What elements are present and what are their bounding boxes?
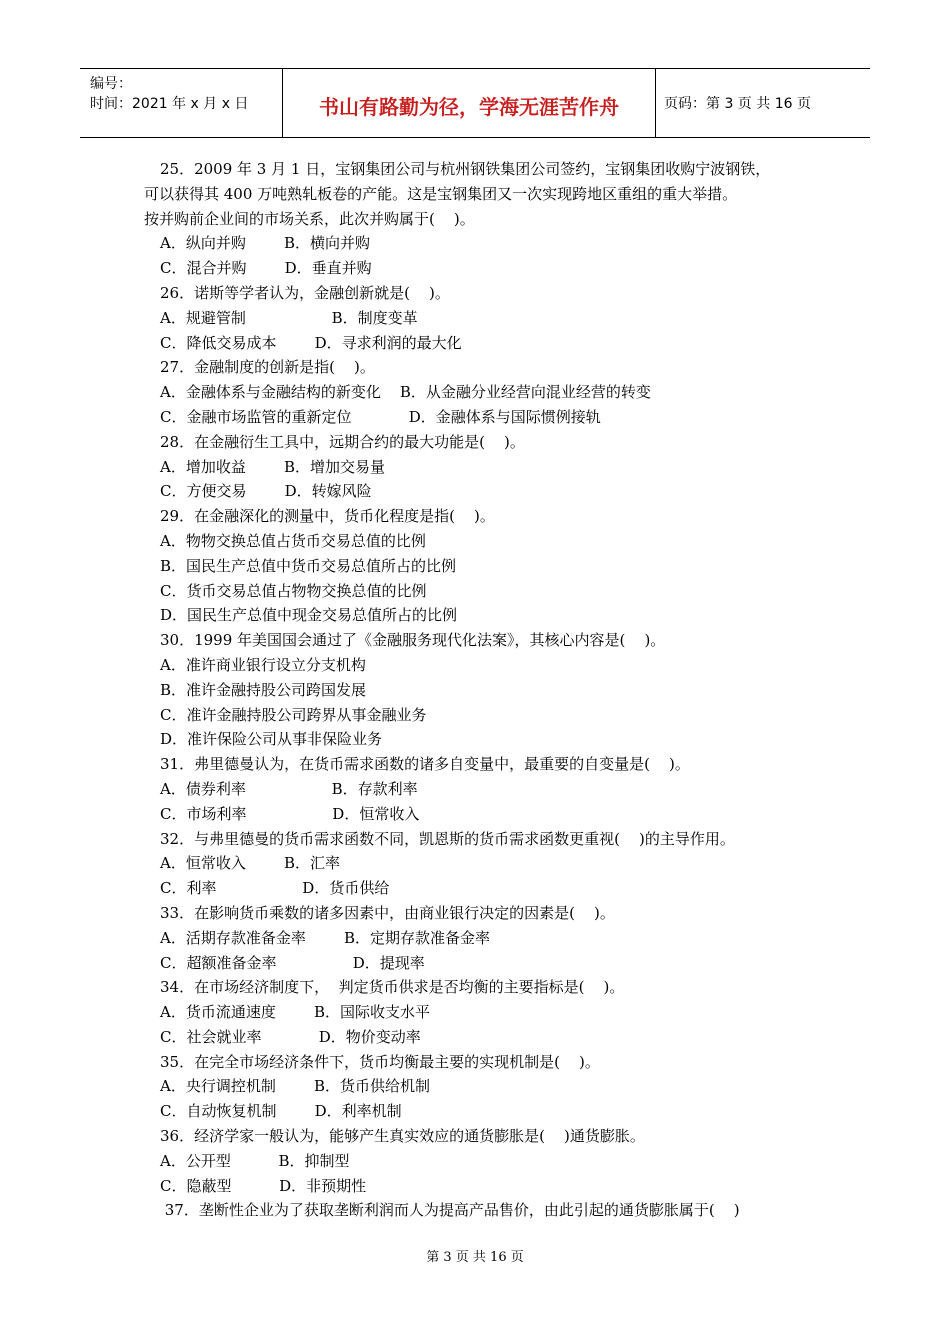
text-line: 28．在金融衍生工具中，远期合约的最大功能是( )。: [160, 432, 525, 451]
text-line: C．货币交易总值占物物交换总值的比例: [160, 581, 427, 600]
text-line: 25．2009 年 3 月 1 日，宝钢集团公司与杭州钢铁集团公司签约，宝钢集团收购宁波钢铁，: [160, 160, 771, 178]
header-left-cell: [80, 69, 282, 137]
page-info: 页码：第 3 页 共 16 页: [664, 96, 811, 112]
text-line: D．国民生产总值中现金交易总值所占的比例: [160, 606, 458, 625]
text-line: C．混合并购 D．垂直并购: [160, 259, 372, 278]
text-line: C．市场利率 D．恒常收入: [160, 804, 420, 823]
text-line: 29．在金融深化的测量中，货币化程度是指( )。: [160, 507, 495, 526]
number-label: 编号：: [90, 76, 132, 92]
header-motto-cell: [282, 69, 656, 137]
text-line: B．准许金融持股公司跨国发展: [160, 680, 367, 699]
text-line: C．社会就业率 D．物价变动率: [160, 1027, 421, 1046]
text-line: A．规避管制 B．制度变革: [160, 308, 418, 327]
motto-text: 书山有路勤为径，学海无涯苦作舟: [319, 95, 619, 119]
text-line: 可以获得其 400 万吨熟轧板卷的产能。这是宝钢集团又一次实现跨地区重组的重大举措。: [144, 184, 738, 203]
text-line: A．活期存款准备金率 B．定期存款准备金率: [160, 928, 491, 947]
document-body: [144, 157, 834, 1223]
text-line: 35．在完全市场经济条件下，货币均衡最主要的实现机制是( )。: [160, 1052, 600, 1071]
time-label: 时间：2021 年 x 月 x 日: [90, 96, 249, 112]
text-line: D．准许保险公司从事非保险业务: [160, 730, 383, 749]
text-line: A．金融体系与金融结构的新变化 B．从金融分业经营向混业经营的转变: [160, 383, 651, 402]
text-line: 按并购前企业间的市场关系，此次并购属于( )。: [144, 209, 475, 228]
text-line: 37．垄断性企业为了获取垄断利润而人为提高产品售价，由此引起的通货膨胀属于( ): [160, 1201, 740, 1220]
text-line: A．公开型 B．抑制型: [160, 1151, 350, 1170]
text-line: C．自动恢复机制 D．利率机制: [160, 1102, 402, 1121]
text-line: 34．在市场经济制度下， 判定货币供求是否均衡的主要指标是( )。: [160, 978, 625, 997]
text-line: B．国民生产总值中货币交易总值所占的比例: [160, 556, 457, 575]
text-line: A．央行调控机制 B．货币供给机制: [160, 1077, 431, 1096]
text-line: 26．诺斯等学者认为，金融创新就是( )。: [160, 283, 450, 302]
text-line: 32．与弗里德曼的货币需求函数不同，凯恩斯的货币需求函数更重视( )的主导作用。: [160, 829, 735, 848]
text-line: C．超额准备金率 D．提现率: [160, 953, 425, 972]
page-header: [80, 68, 870, 138]
text-line: 27．金融制度的创新是指( )。: [160, 358, 375, 377]
text-line: 33．在影响货币乘数的诸多因素中，由商业银行决定的因素是( )。: [160, 903, 615, 922]
text-line: 36．经济学家一般认为，能够产生真实效应的通货膨胀是( )通货膨胀。: [160, 1127, 645, 1146]
text-line: A．恒常收入 B．汇率: [160, 854, 341, 873]
text-line: C．准许金融持股公司跨界从事金融业务: [160, 705, 427, 724]
text-line: A．增加收益 B．增加交易量: [160, 457, 386, 476]
text-line: C．利率 D．货币供给: [160, 879, 390, 898]
text-line: C．降低交易成本 D．寻求利润的最大化: [160, 333, 462, 352]
text-line: A．物物交换总值占货币交易总值的比例: [160, 531, 426, 550]
text-line: C．金融市场监管的重新定位 D．金融体系与国际惯例接轨: [160, 407, 601, 426]
text-line: A．债券利率 B．存款利率: [160, 779, 418, 798]
text-line: A．准许商业银行设立分支机构: [160, 655, 366, 674]
text-line: A．纵向并购 B．横向并购: [160, 234, 371, 253]
text-line: A．货币流通速度 B．国际收支水平: [160, 1003, 431, 1022]
page-footer: 第 3 页 共 16 页: [426, 1250, 524, 1265]
text-line: 30．1999 年美国国会通过了《金融服务现代化法案》，其核心内容是( )。: [160, 631, 666, 650]
text-line: 31．弗里德曼认为，在货币需求函数的诸多自变量中，最重要的自变量是( )。: [160, 755, 690, 774]
text-line: C．隐蔽型 D．非预期性: [160, 1176, 367, 1195]
text-line: C．方便交易 D．转嫁风险: [160, 482, 372, 501]
